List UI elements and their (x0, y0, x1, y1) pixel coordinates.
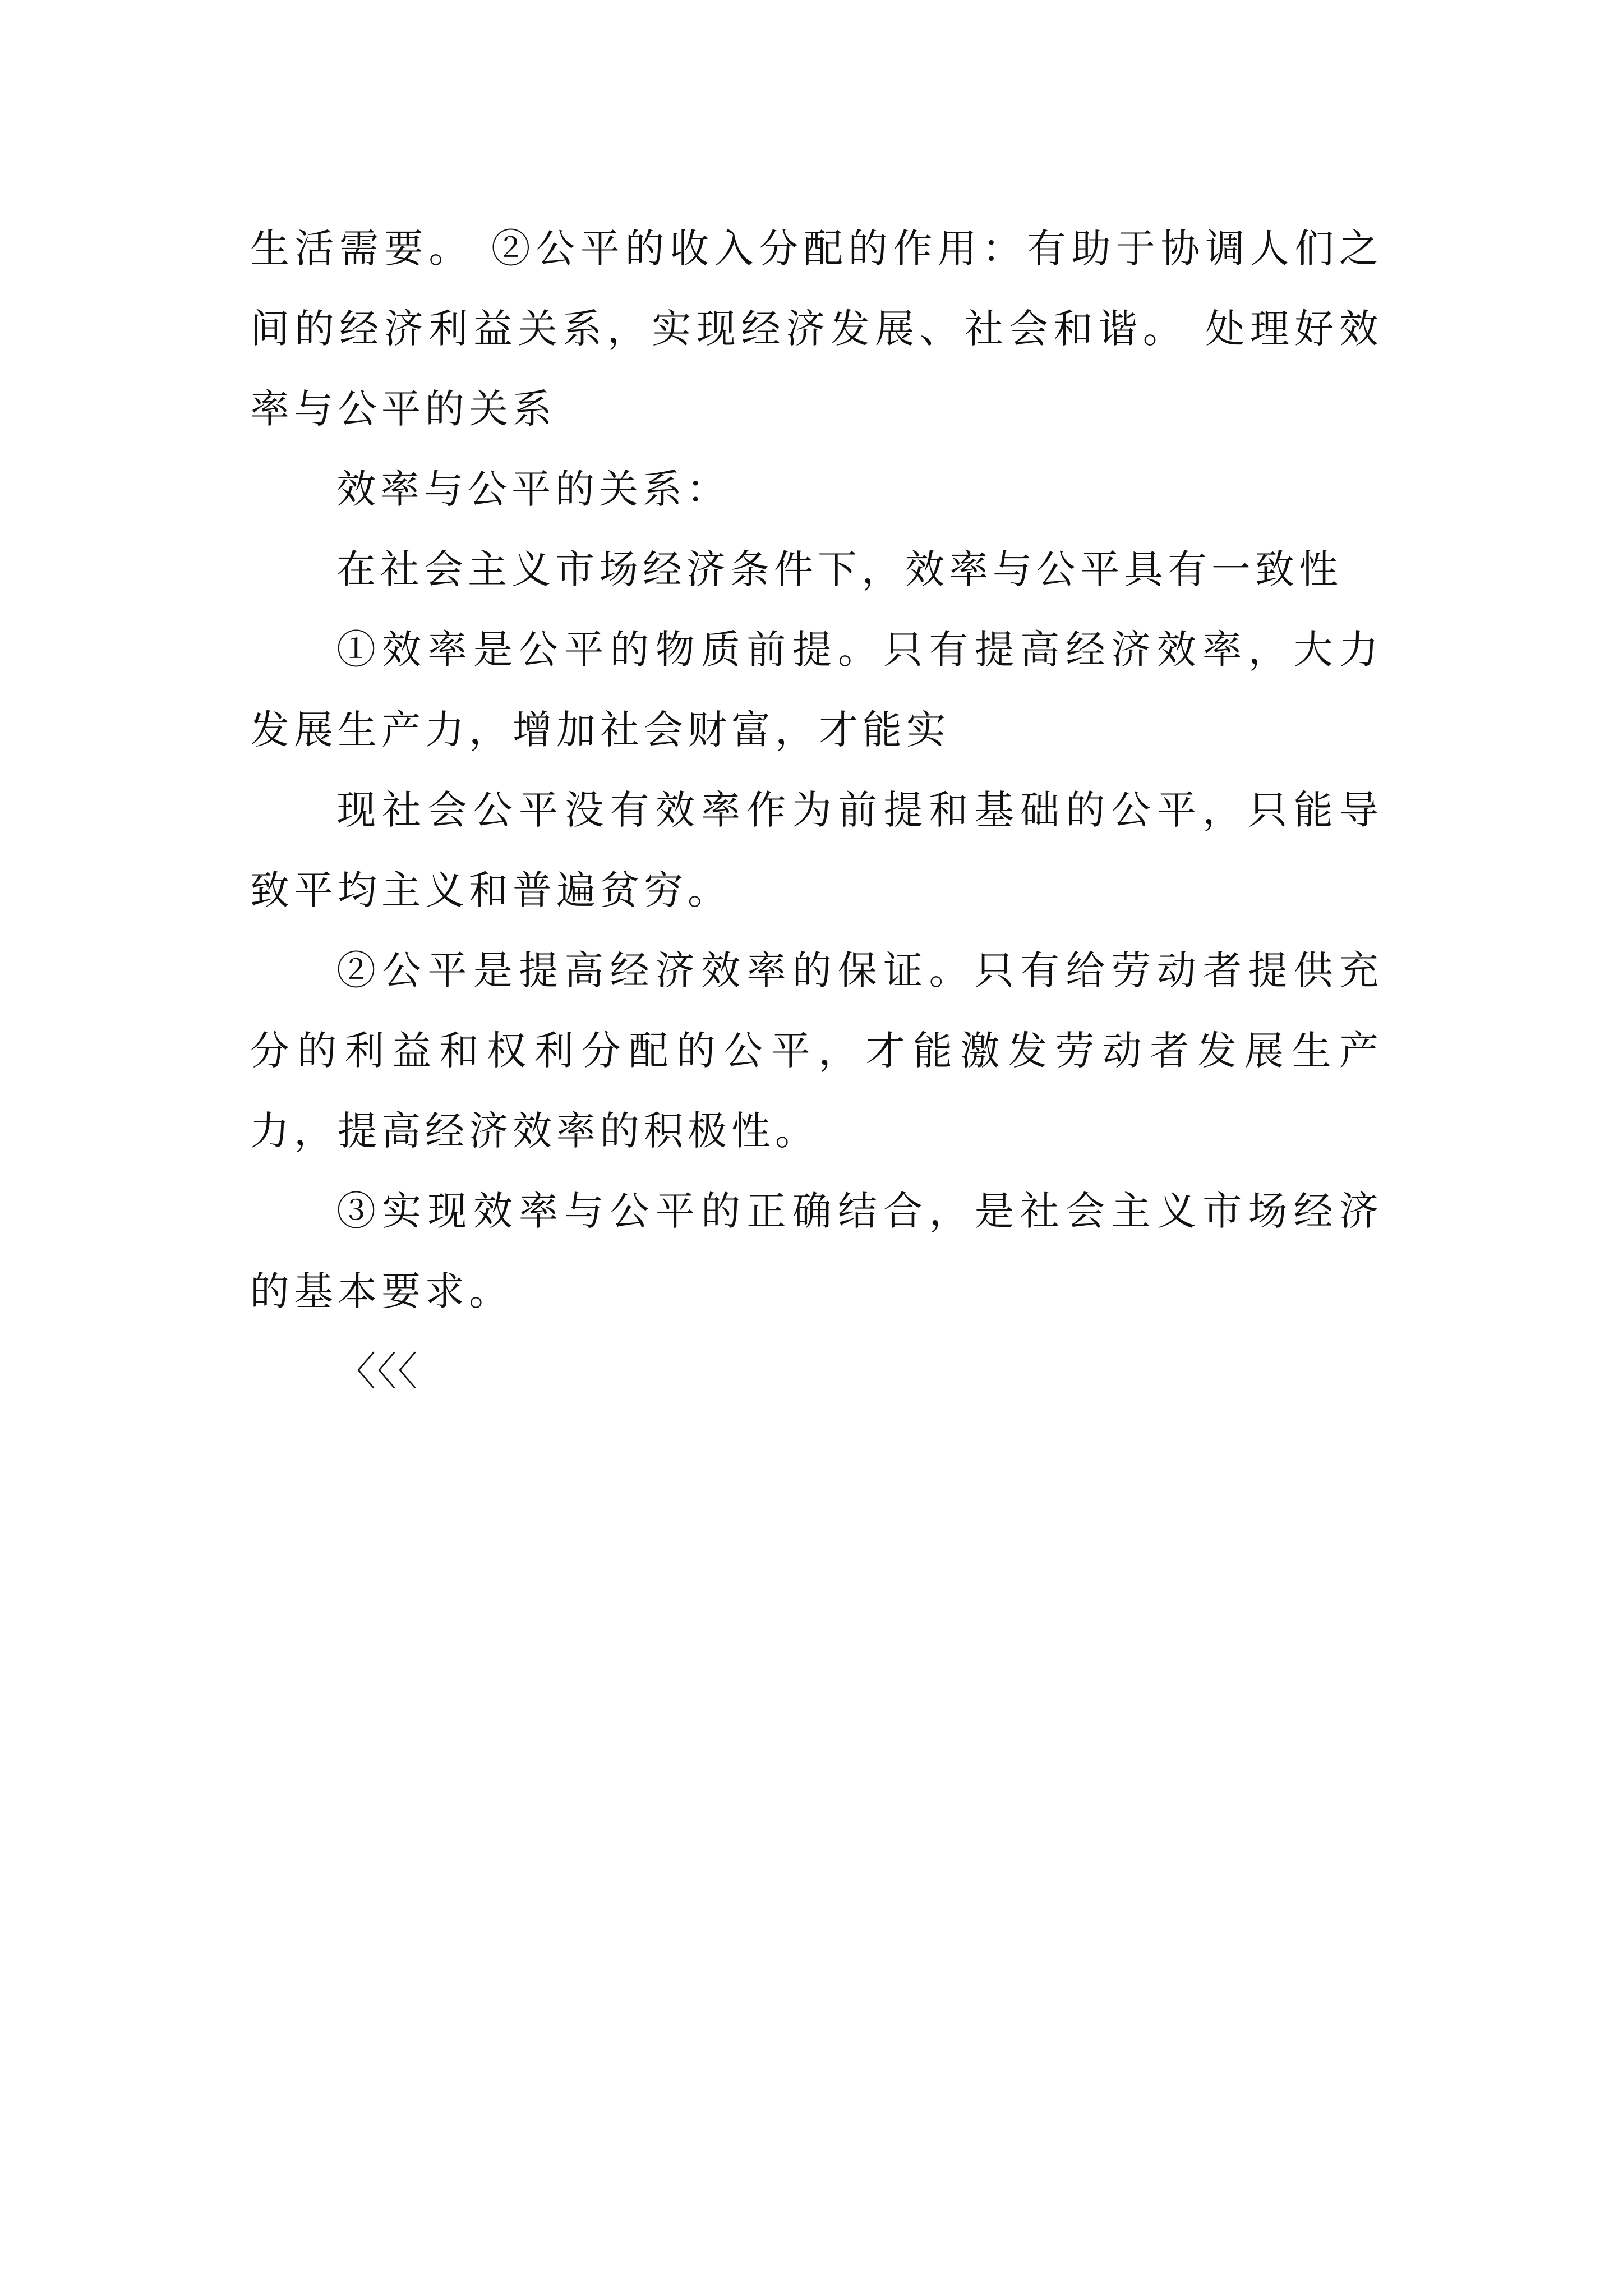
paragraph-heading-relationship: 效率与公平的关系： (336, 466, 730, 512)
paragraph-point-3: ③实现效率与公平的正确结合，是社会主义市场经济的基本要求。 (250, 1188, 1383, 1314)
paragraph-consistency: 在社会主义市场经济条件下，效率与公平具有一致性 (336, 546, 1343, 592)
document-body (250, 209, 1383, 1412)
paragraph-point-1-continued: 现社会公平没有效率作为前提和基础的公平，只能导致平均主义和普遍贫穷。 (250, 787, 1383, 913)
paragraph-income-distribution: 生活需要。 ②公平的收入分配的作用：有助于协调人们之间的经济利益关系，实现经济发展、社会和谐。 处理好效率与公平的关系 (250, 226, 1383, 432)
paragraph-point-2: ②公平是提高经济效率的保证。只有给劳动者提供充分的利益和权利分配的公平，才能激发劳动者发展生产力，提高经济效率的积极性。 (250, 947, 1383, 1154)
paragraph-trailing-marks: 〈〈〈 (336, 1349, 418, 1395)
paragraph-point-1: ①效率是公平的物质前提。只有提高经济效率，大力发展生产力，增加社会财富，才能实 (250, 627, 1383, 753)
